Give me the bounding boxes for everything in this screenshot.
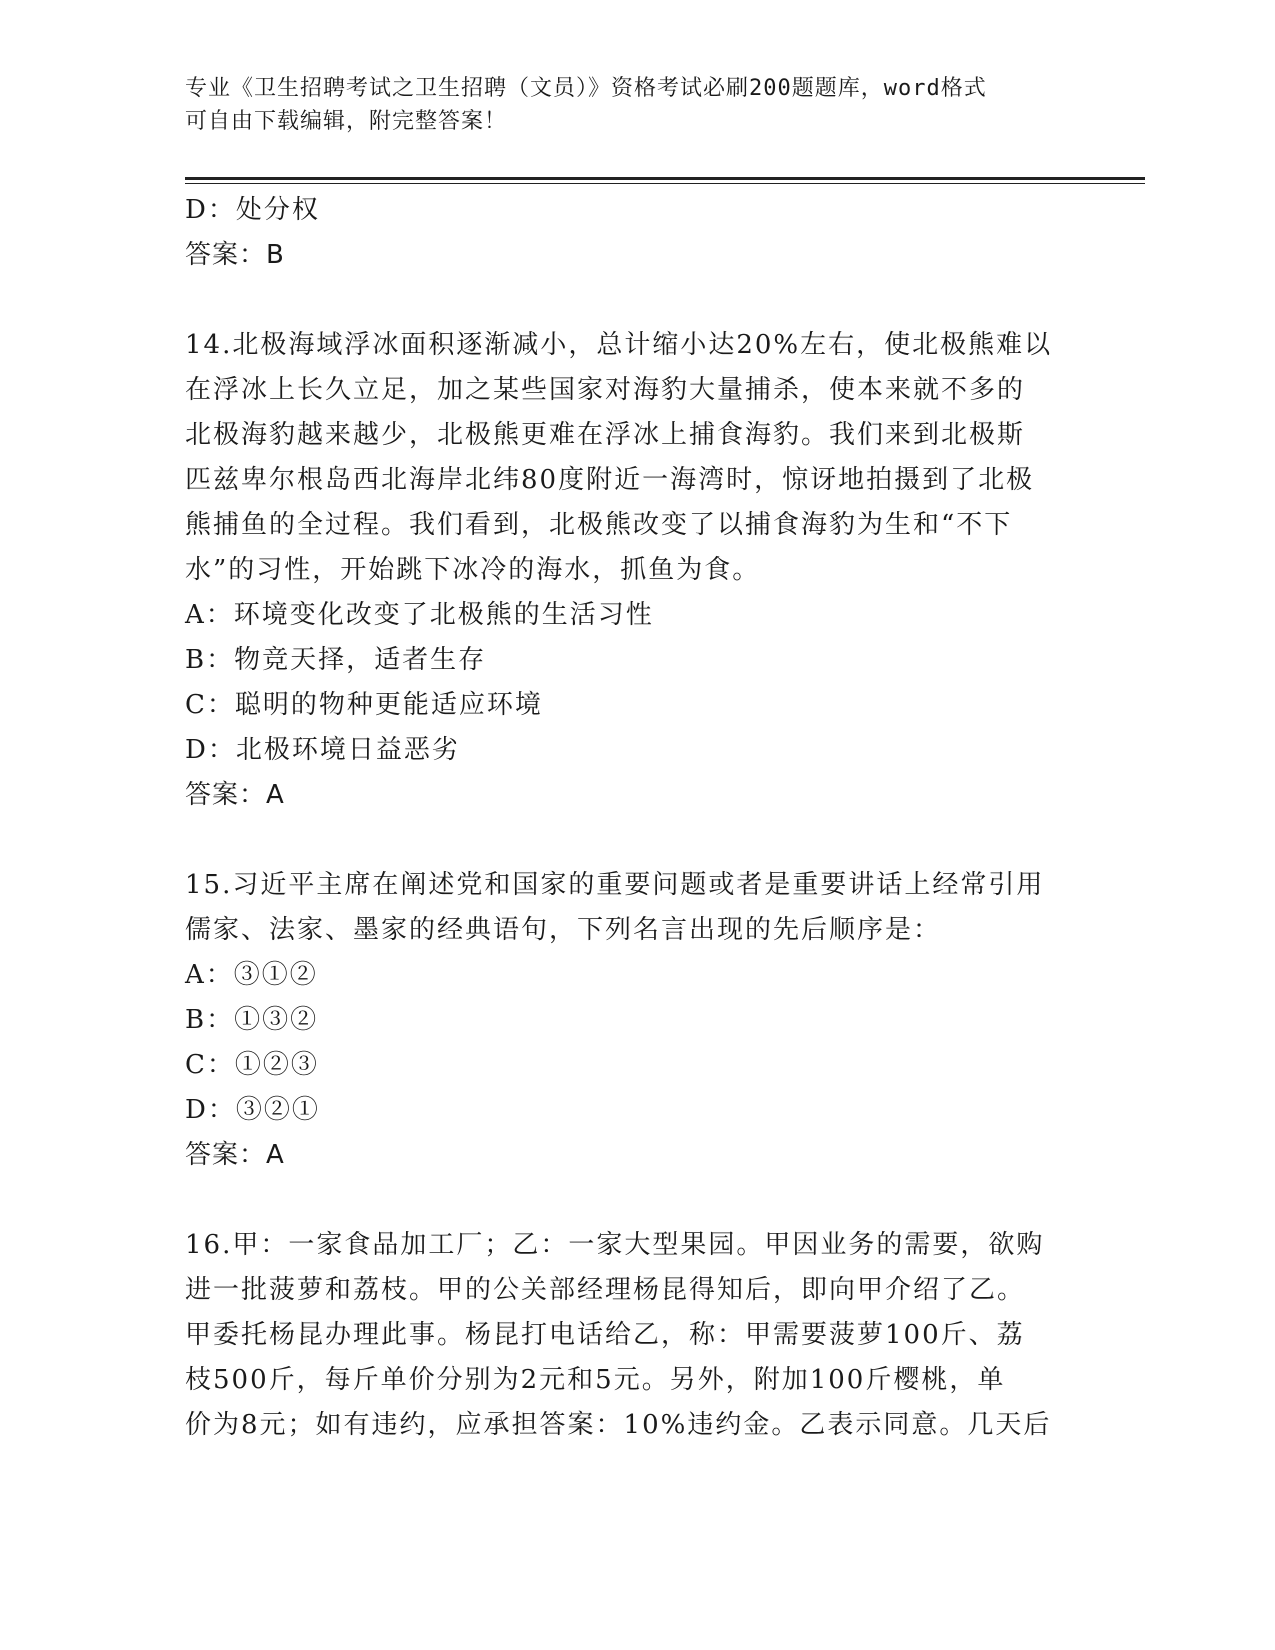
- spacer: [185, 818, 1065, 863]
- option-b: B：物竞天择，适者生存: [185, 645, 487, 675]
- question-15: [185, 863, 1065, 1178]
- question-stem-line: 北极海豹越来越少，北极熊更难在浮冰上捕食海豹。我们来到北极斯: [185, 420, 1026, 450]
- header-divider-thick: [185, 177, 1145, 180]
- option-a: A：③①②: [185, 960, 318, 990]
- question-stem-line: 甲委托杨昆办理此事。杨昆打电话给乙，称：甲需要菠萝100斤、荔: [185, 1320, 1025, 1350]
- question-stem-line: 熊捕鱼的全过程。我们看到，北极熊改变了以捕食海豹为生和“不下: [185, 510, 1013, 540]
- option-a: A：环境变化改变了北极熊的生活习性: [185, 600, 654, 630]
- question-stem-line: 14.北极海域浮冰面积逐渐减小，总计缩小达20%左右，使北极熊难以: [185, 330, 1053, 360]
- header-line-1: 专业《卫生招聘考试之卫生招聘（文员）》资格考试必刷200题题库，word格式: [185, 76, 987, 101]
- question-stem-line: 进一批菠萝和荔枝。甲的公关部经理杨昆得知后，即向甲介绍了乙。: [185, 1275, 1026, 1305]
- answer-line: 答案：A: [185, 1140, 285, 1170]
- option-d: D：③②①: [185, 1095, 320, 1125]
- question-14: [185, 323, 1065, 818]
- question-stem-line: 16.甲：一家食品加工厂；乙：一家大型果园。甲因业务的需要，欲购: [185, 1230, 1045, 1260]
- page-header: [185, 72, 1065, 138]
- option-d: D：处分权: [185, 195, 320, 225]
- question-16: [185, 1223, 1065, 1448]
- spacer: [185, 278, 1065, 323]
- header-divider-thin: [185, 183, 1145, 184]
- question-13-tail: [185, 188, 1065, 278]
- header-line-2: 可自由下载编辑，附完整答案！: [185, 109, 508, 134]
- option-d: D：北极环境日益恶劣: [185, 735, 460, 765]
- option-b: B：①③②: [185, 1005, 319, 1035]
- spacer: [185, 1178, 1065, 1223]
- document-body: [185, 188, 1065, 1448]
- question-stem-line: 价为8元；如有违约，应承担答案：10%违约金。乙表示同意。几天后: [185, 1410, 1052, 1440]
- question-stem-line: 15.习近平主席在阐述党和国家的重要问题或者是重要讲话上经常引用: [185, 870, 1045, 900]
- question-stem-line: 水”的习性，开始跳下冰冷的海水，抓鱼为食。: [185, 555, 761, 585]
- question-stem-line: 匹兹卑尔根岛西北海岸北纬80度附近一海湾时，惊讶地拍摄到了北极: [185, 465, 1035, 495]
- answer-line: 答案：B: [185, 240, 285, 270]
- option-c: C：①②③: [185, 1050, 319, 1080]
- question-stem-line: 在浮冰上长久立足，加之某些国家对海豹大量捕杀，使本来就不多的: [185, 375, 1026, 405]
- answer-line: 答案：A: [185, 780, 285, 810]
- question-stem-line: 儒家、法家、墨家的经典语句，下列名言出现的先后顺序是：: [185, 915, 942, 945]
- question-stem-line: 枝500斤，每斤单价分别为2元和5元。另外，附加100斤樱桃，单: [185, 1365, 1006, 1395]
- option-c: C：聪明的物种更能适应环境: [185, 690, 543, 720]
